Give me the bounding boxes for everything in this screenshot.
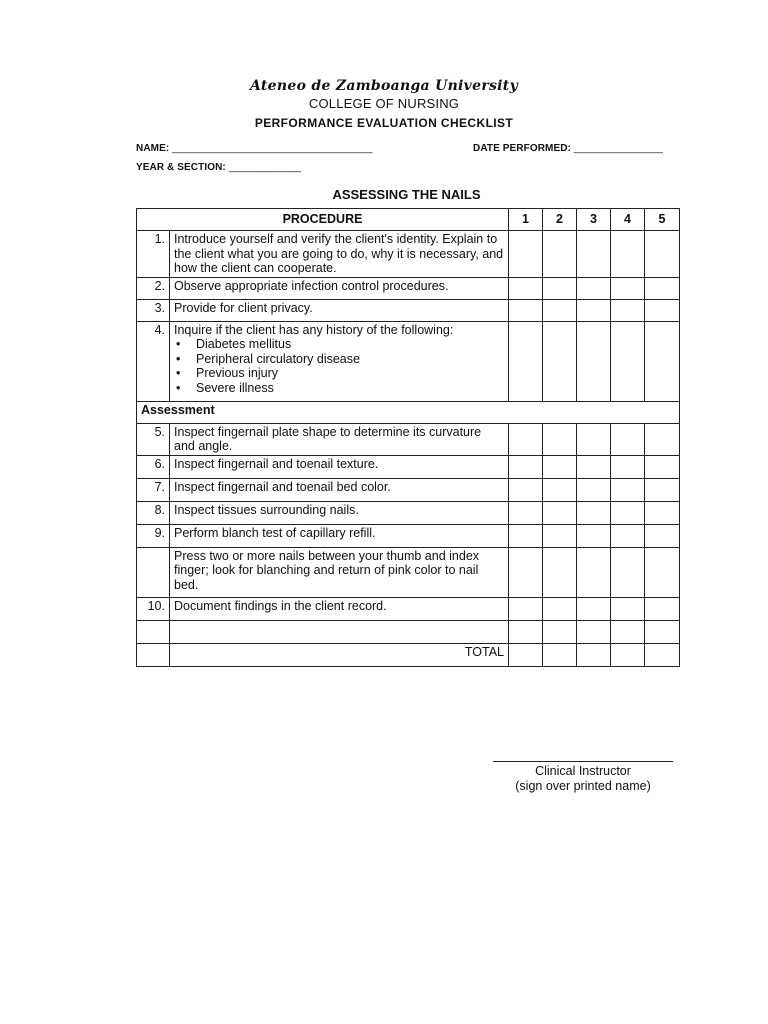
table-header-row xyxy=(137,209,680,231)
score-cell[interactable] xyxy=(645,478,680,501)
step-cell xyxy=(170,501,509,524)
section-title: ASSESSING THE NAILS xyxy=(332,187,481,202)
score-cell[interactable] xyxy=(543,231,577,278)
year-blank: _____________ xyxy=(228,162,302,173)
date-label: DATE PERFORMED: xyxy=(473,143,571,154)
score-cell[interactable] xyxy=(543,597,577,620)
step-text: Introduce yourself and verify the client's identity. Explain to the client what you are going to do, why it is necessary, and how the client can cooperate. xyxy=(174,232,504,275)
step-number: 2. xyxy=(137,277,170,299)
table-row xyxy=(137,299,680,321)
group-label: Assessment xyxy=(137,401,680,423)
step-text: Provide for client privacy. xyxy=(174,300,313,315)
step-number: 10. xyxy=(137,597,170,620)
score-cell[interactable] xyxy=(509,455,543,478)
step-number: 9. xyxy=(137,524,170,547)
score-cell[interactable] xyxy=(543,478,577,501)
score-cell[interactable] xyxy=(543,299,577,321)
score-cell[interactable] xyxy=(611,277,645,299)
step-cell xyxy=(170,478,509,501)
score-cell[interactable] xyxy=(611,620,645,643)
table-row xyxy=(137,277,680,299)
table-row xyxy=(137,501,680,524)
score-cell[interactable] xyxy=(611,321,645,401)
score-cell[interactable] xyxy=(611,478,645,501)
table-row xyxy=(137,524,680,547)
step-cell xyxy=(170,597,509,620)
score-cell[interactable] xyxy=(509,299,543,321)
score-cell[interactable] xyxy=(611,547,645,597)
step-cell xyxy=(170,231,509,278)
history-list-item: • Diabetes mellitus xyxy=(196,337,504,352)
score-cell[interactable] xyxy=(577,299,611,321)
name-label: NAME: xyxy=(136,143,170,154)
score-cell[interactable] xyxy=(509,231,543,278)
table-row xyxy=(137,423,680,455)
score-cell[interactable] xyxy=(509,547,543,597)
step-number: 5. xyxy=(137,423,170,455)
table-row xyxy=(137,478,680,501)
step-text: Inquire if the client has any history of the following: xyxy=(174,322,454,337)
score-cell[interactable] xyxy=(509,321,543,401)
score-cell[interactable] xyxy=(611,299,645,321)
score-cell[interactable] xyxy=(645,643,680,666)
score-cell[interactable] xyxy=(611,524,645,547)
score-cell[interactable] xyxy=(645,524,680,547)
score-cell[interactable] xyxy=(577,423,611,455)
step-number: 8. xyxy=(137,501,170,524)
step-cell xyxy=(170,620,509,643)
year-label: YEAR & SECTION: xyxy=(136,162,226,173)
score-cell[interactable] xyxy=(543,423,577,455)
score-cell[interactable] xyxy=(577,597,611,620)
total-row xyxy=(137,643,680,666)
score-cell[interactable] xyxy=(645,231,680,278)
score-cell[interactable] xyxy=(577,478,611,501)
procedure-header: PROCEDURE xyxy=(137,209,509,231)
score-cell[interactable] xyxy=(509,277,543,299)
step-number xyxy=(137,620,170,643)
score-cell[interactable] xyxy=(543,277,577,299)
step-text: Press two or more nails between your thumb and index finger; look for blanching and return of pink color to nail bed. xyxy=(174,548,480,592)
step-number: 1. xyxy=(137,231,170,278)
score-cell[interactable] xyxy=(543,643,577,666)
score-cell[interactable] xyxy=(509,597,543,620)
score-cell[interactable] xyxy=(543,524,577,547)
history-list-item: • Severe illness xyxy=(196,381,504,396)
step-number xyxy=(137,547,170,597)
step-number: 7. xyxy=(137,478,170,501)
step-text: Document findings in the client record. xyxy=(174,598,387,613)
step-cell xyxy=(170,321,509,401)
step-text: Observe appropriate infection control procedures. xyxy=(174,278,449,293)
history-list-item: • Peripheral circulatory disease xyxy=(196,352,504,367)
step-number: 6. xyxy=(137,455,170,478)
step-text: Inspect tissues surrounding nails. xyxy=(174,502,359,517)
step-cell xyxy=(170,547,509,597)
signature-title: Clinical Instructor xyxy=(535,764,631,778)
table-row xyxy=(137,547,680,597)
date-performed-field xyxy=(473,143,663,154)
signature-line xyxy=(493,761,673,762)
score-header-5: 5 xyxy=(645,209,680,231)
score-cell[interactable] xyxy=(509,501,543,524)
score-cell[interactable] xyxy=(577,321,611,401)
score-cell[interactable] xyxy=(645,423,680,455)
score-cell[interactable] xyxy=(645,321,680,401)
table-row xyxy=(137,455,680,478)
step-cell xyxy=(170,277,509,299)
score-cell[interactable] xyxy=(509,620,543,643)
score-cell[interactable] xyxy=(577,547,611,597)
score-cell[interactable] xyxy=(577,455,611,478)
score-cell[interactable] xyxy=(645,597,680,620)
table-row xyxy=(137,597,680,620)
step-cell xyxy=(170,455,509,478)
step-text: Perform blanch test of capillary refill. xyxy=(174,525,376,540)
score-cell[interactable] xyxy=(645,277,680,299)
score-cell[interactable] xyxy=(543,501,577,524)
group-row xyxy=(137,401,680,423)
score-cell[interactable] xyxy=(509,423,543,455)
university-name: Ateneo de Zamboanga University xyxy=(250,78,518,94)
history-list-item: • Previous injury xyxy=(196,366,504,381)
total-number-cell xyxy=(137,643,170,666)
score-cell[interactable] xyxy=(645,547,680,597)
score-header-3: 3 xyxy=(577,209,611,231)
table-row xyxy=(137,321,680,401)
score-cell[interactable] xyxy=(611,423,645,455)
score-cell[interactable] xyxy=(611,231,645,278)
score-cell[interactable] xyxy=(543,455,577,478)
score-cell[interactable] xyxy=(611,597,645,620)
score-cell[interactable] xyxy=(645,299,680,321)
score-cell[interactable] xyxy=(509,643,543,666)
score-header-1: 1 xyxy=(509,209,543,231)
score-cell[interactable] xyxy=(543,321,577,401)
score-cell[interactable] xyxy=(577,277,611,299)
score-cell[interactable] xyxy=(543,620,577,643)
score-cell[interactable] xyxy=(611,455,645,478)
step-number: 3. xyxy=(137,299,170,321)
name-blank: ____________________________________ xyxy=(172,143,373,154)
score-cell[interactable] xyxy=(611,643,645,666)
form-title: PERFORMANCE EVALUATION CHECKLIST xyxy=(254,116,514,130)
table-row xyxy=(137,231,680,278)
score-cell[interactable] xyxy=(645,620,680,643)
score-cell[interactable] xyxy=(577,620,611,643)
step-text: Inspect fingernail and toenail bed color. xyxy=(174,479,391,494)
score-cell[interactable] xyxy=(645,501,680,524)
signature-note: (sign over printed name) xyxy=(515,778,651,793)
date-blank: ________________ xyxy=(573,143,663,154)
step-cell xyxy=(170,524,509,547)
name-field xyxy=(136,143,372,154)
step-text: Inspect fingernail plate shape to determine its curvature and angle. xyxy=(174,424,482,453)
score-cell[interactable] xyxy=(509,478,543,501)
step-number: 4. xyxy=(137,321,170,401)
score-cell[interactable] xyxy=(645,455,680,478)
step-cell xyxy=(170,423,509,455)
college-name: COLLEGE OF NURSING xyxy=(308,96,460,111)
score-header-2: 2 xyxy=(543,209,577,231)
table-row xyxy=(137,620,680,643)
history-list xyxy=(174,337,504,395)
step-text: Inspect fingernail and toenail texture. xyxy=(174,456,379,471)
total-label: TOTAL xyxy=(170,643,509,666)
score-cell[interactable] xyxy=(509,524,543,547)
score-cell[interactable] xyxy=(577,501,611,524)
score-cell[interactable] xyxy=(577,524,611,547)
score-cell[interactable] xyxy=(611,501,645,524)
score-cell[interactable] xyxy=(543,547,577,597)
year-section-field xyxy=(136,162,301,173)
step-cell xyxy=(170,299,509,321)
checklist-table xyxy=(136,208,680,667)
score-cell[interactable] xyxy=(577,231,611,278)
signature-block xyxy=(493,764,673,793)
score-header-4: 4 xyxy=(611,209,645,231)
score-cell[interactable] xyxy=(577,643,611,666)
